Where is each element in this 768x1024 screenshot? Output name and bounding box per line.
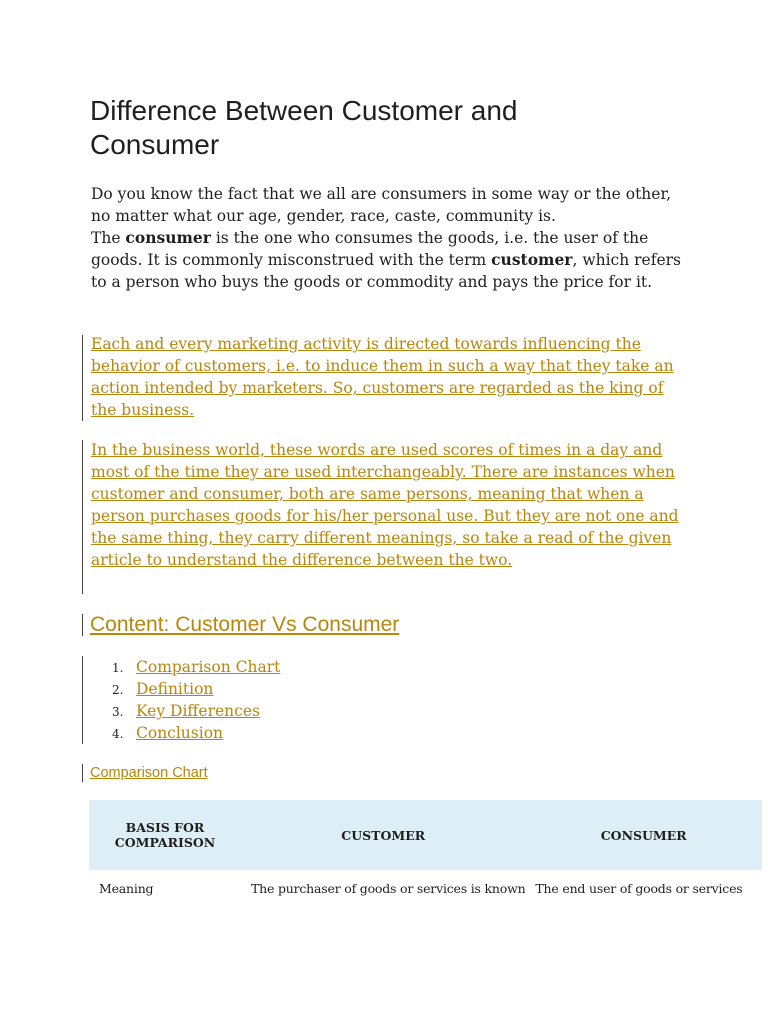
- intro-text-c: , which refers to a person who buys the goods or commodity and pays the price for it.: [91, 251, 681, 291]
- intro-text-b: is the one who consumes the goods, i.e. the user of the goods. It is commonly misconstrued with the term: [91, 229, 649, 269]
- intro-text-a: The: [91, 229, 126, 247]
- toc-number: 4.: [112, 727, 124, 741]
- change-bar: [82, 656, 83, 744]
- page-title: Difference Between Customer and Consumer: [90, 95, 518, 160]
- toc-number: 1.: [112, 661, 124, 675]
- toc-item: [112, 722, 280, 744]
- table-row: [89, 870, 762, 906]
- change-bar: [82, 614, 83, 636]
- table-of-contents: [112, 656, 280, 744]
- intro-line-1: Do you know the fact that we all are consumers in some way or the other, no matter what our age, gender, race, caste, community is.: [91, 185, 672, 225]
- change-bar: [82, 335, 83, 421]
- header-consumer: CONSUMER: [525, 800, 762, 870]
- intro-paragraph: [91, 183, 691, 293]
- consumer-term: consumer: [125, 228, 211, 247]
- comparison-table: [89, 800, 762, 906]
- table-header-row: [89, 800, 762, 870]
- toc-item: [112, 700, 280, 722]
- marketing-link-paragraph[interactable]: Each and every marketing activity is directed towards influencing the behavior of customers, i.e. to induce them in such a way that they take an action intended by marketers. So, customers are regarded as the king of the business.: [91, 335, 674, 419]
- toc-number: 3.: [112, 705, 124, 719]
- content-heading-link[interactable]: Content: Customer Vs Consumer: [90, 613, 400, 636]
- toc-item: [112, 656, 280, 678]
- cell-customer: The purchaser of goods or services is known: [251, 880, 526, 896]
- change-bar: [82, 764, 83, 782]
- header-customer: CUSTOMER: [241, 800, 525, 870]
- toc-link-definition[interactable]: Definition: [136, 680, 214, 698]
- cell-basis: Meaning: [99, 880, 154, 896]
- cell-consumer: The end user of goods or services: [535, 880, 743, 896]
- customer-term: customer: [491, 250, 573, 269]
- intro-line-2: [91, 227, 691, 293]
- header-basis: BASIS FOR COMPARISON: [89, 800, 241, 870]
- toc-item: [112, 678, 280, 700]
- business-link-paragraph[interactable]: In the business world, these words are used scores of times in a day and most of the time they are used interchangeably. There are instances when customer and consumer, both are same persons, meaning that when a person purchases goods for his/her personal use. But they are not one and the same thing, they carry different meanings, so take a read of the given article to understand the difference between the two.: [91, 441, 679, 569]
- toc-number: 2.: [112, 683, 124, 697]
- comparison-chart-link[interactable]: Comparison Chart: [90, 765, 208, 781]
- change-bar: [82, 440, 83, 594]
- toc-link-conclusion[interactable]: Conclusion: [136, 724, 224, 742]
- toc-link-comparison-chart[interactable]: Comparison Chart: [136, 658, 281, 676]
- toc-link-key-differences[interactable]: Key Differences: [136, 702, 260, 720]
